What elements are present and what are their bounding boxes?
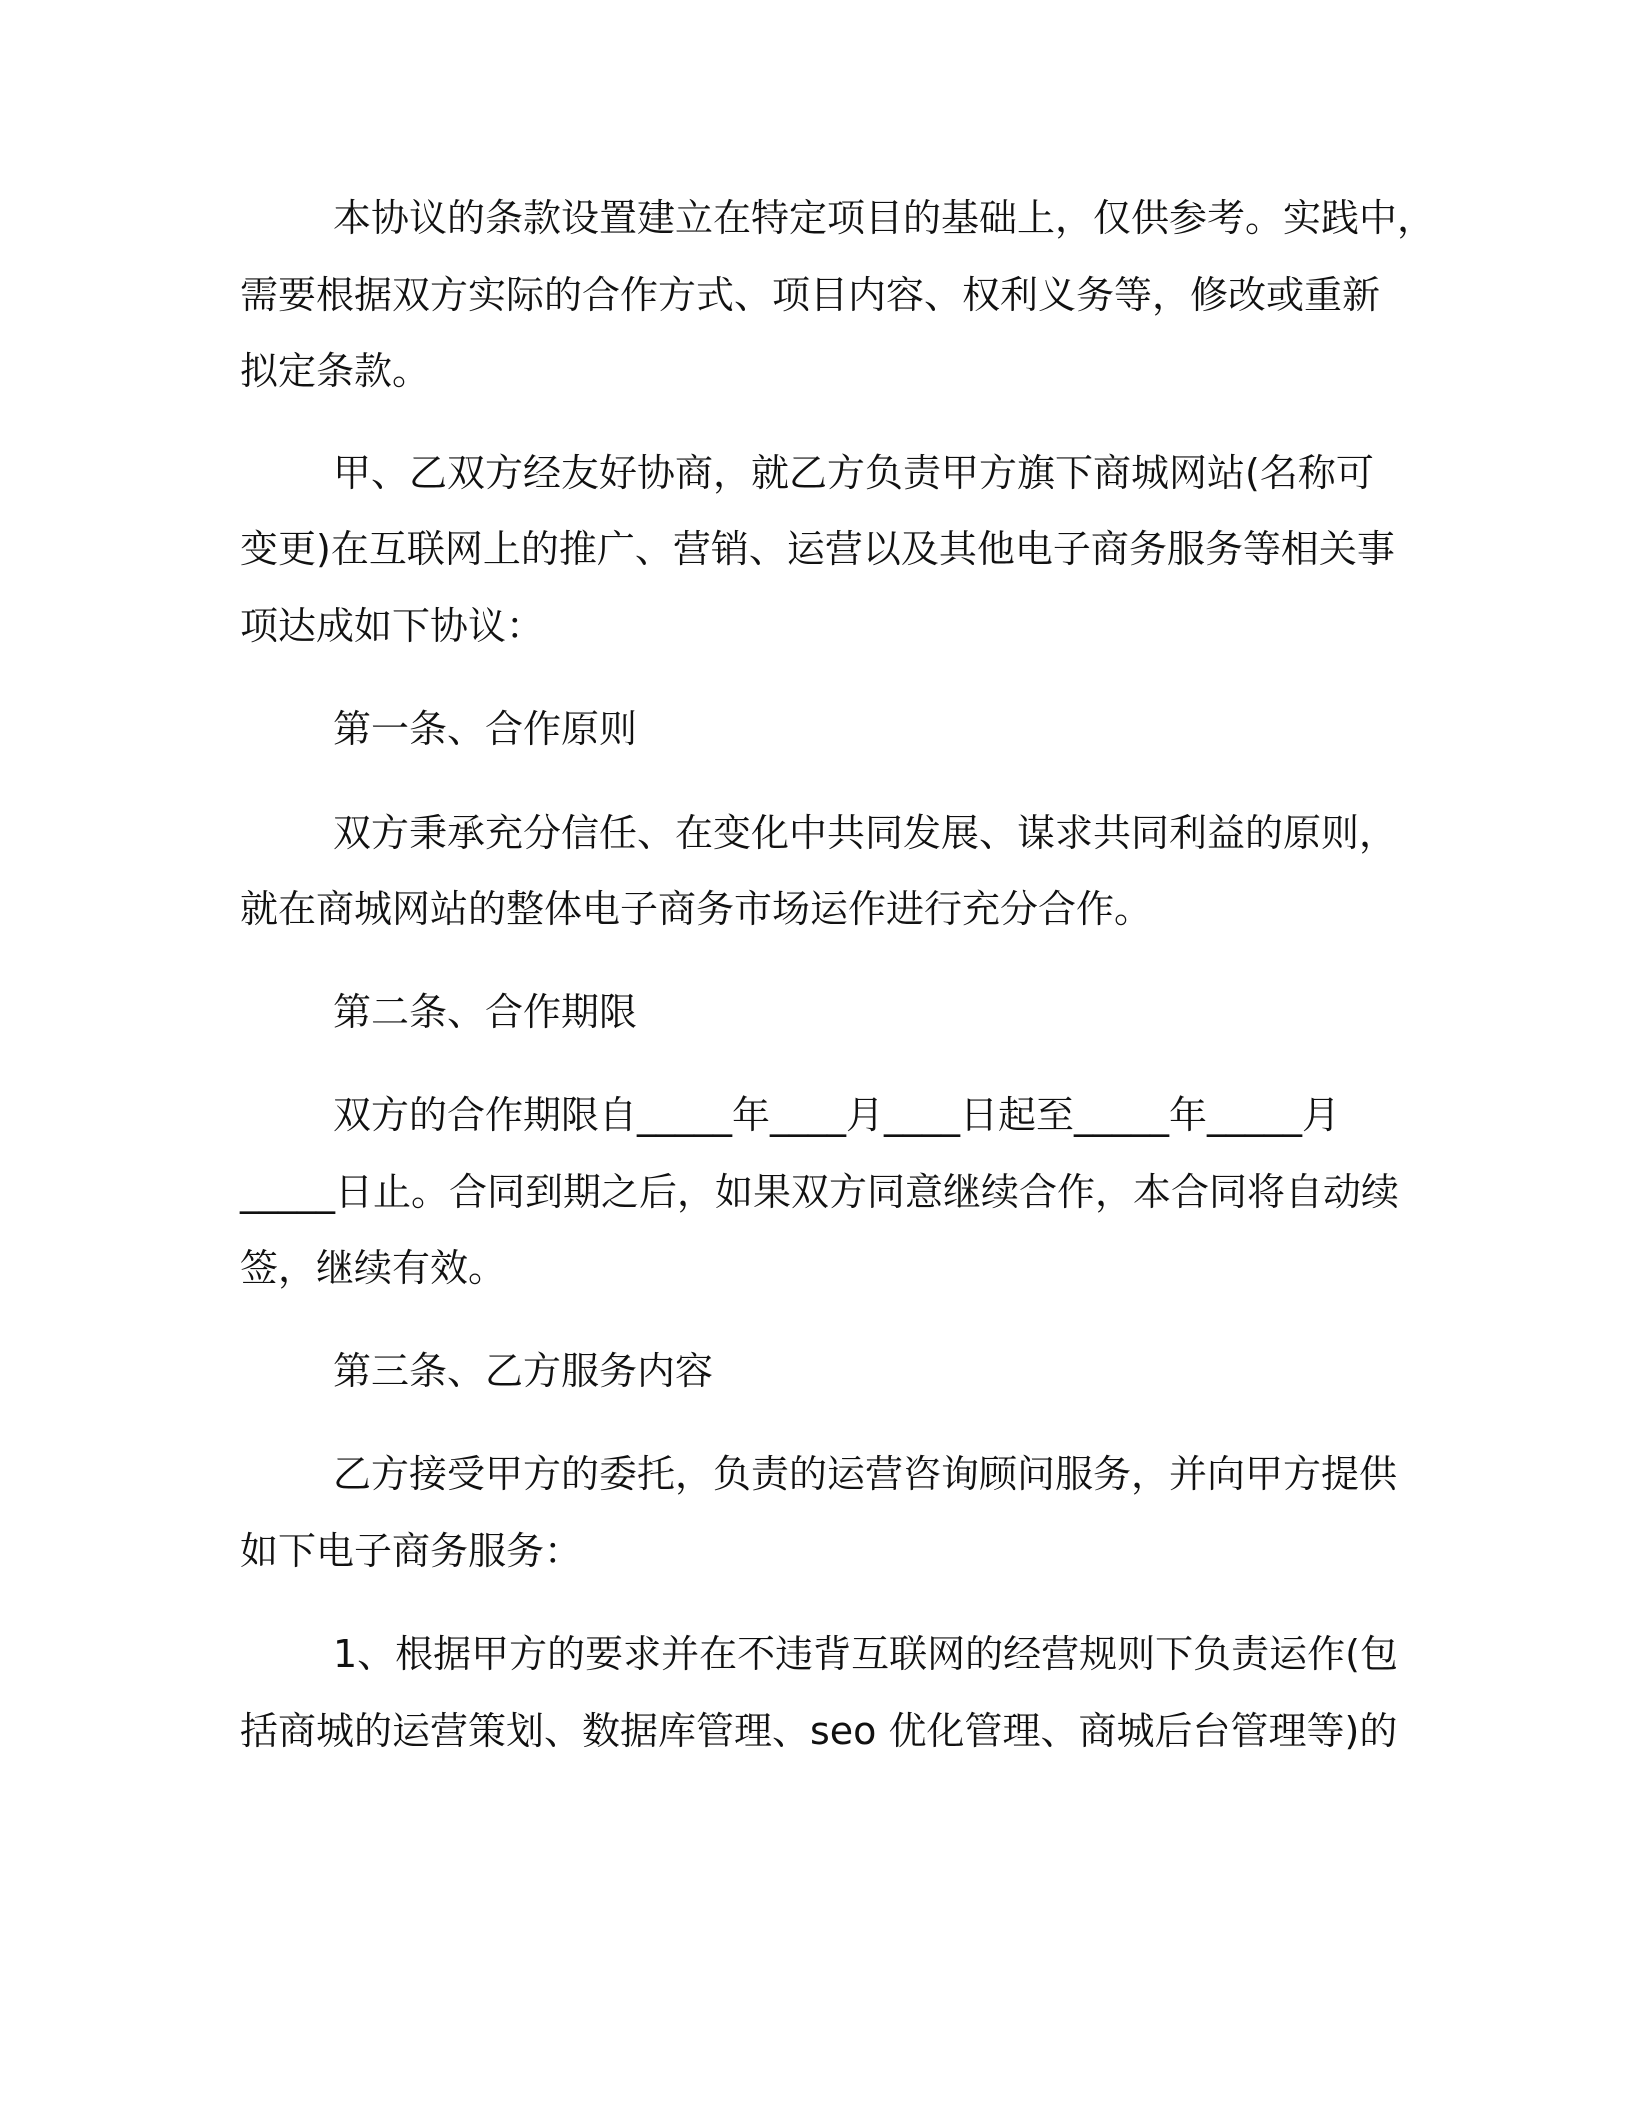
paragraph-4-line-2: _____日止。合同到期之后，如果双方同意继续合作，本合同将自动续 [240, 1170, 1400, 1214]
article-1-title: 第一条、合作原则 [333, 707, 638, 751]
paragraph-4-line-1: 双方的合作期限自_____年____月____日起至_____年_____月 [333, 1093, 1341, 1137]
paragraph-2-line-1: 甲、乙双方经友好协商，就乙方负责甲方旗下商城网站(名称可 [333, 451, 1374, 495]
paragraph-4-line-3: 签，继续有效。 [240, 1246, 507, 1290]
paragraph-3-line-2: 就在商城网站的整体电子商务市场运作进行充分合作。 [240, 887, 1153, 931]
paragraph-2-line-2: 变更)在互联网上的推广、营销、运营以及其他电子商务服务等相关事 [240, 527, 1395, 571]
paragraph-2-line-3: 项达成如下协议： [240, 604, 545, 648]
paragraph-5-line-2: 如下电子商务服务： [240, 1529, 583, 1573]
paragraph-6-line-2: 括商城的运营策划、数据库管理、seo 优化管理、商城后台管理等)的 [240, 1709, 1398, 1753]
paragraph-5-line-1: 乙方接受甲方的委托，负责的运营咨询顾问服务，并向甲方提供 [333, 1452, 1398, 1496]
paragraph-3-line-1: 双方秉承充分信任、在变化中共同发展、谋求共同利益的原则， [333, 811, 1398, 855]
paragraph-1-line-1: 本协议的条款设置建立在特定项目的基础上，仅供参考。实践中， [333, 196, 1436, 240]
paragraph-6-line-1: 1、根据甲方的要求并在不违背互联网的经营规则下负责运作(包 [333, 1632, 1399, 1676]
article-3-title: 第三条、乙方服务内容 [333, 1349, 714, 1393]
paragraph-1-line-3: 拟定条款。 [240, 349, 431, 393]
paragraph-1-line-2: 需要根据双方实际的合作方式、项目内容、权利义务等，修改或重新 [240, 273, 1381, 317]
article-2-title: 第二条、合作期限 [333, 990, 638, 1034]
